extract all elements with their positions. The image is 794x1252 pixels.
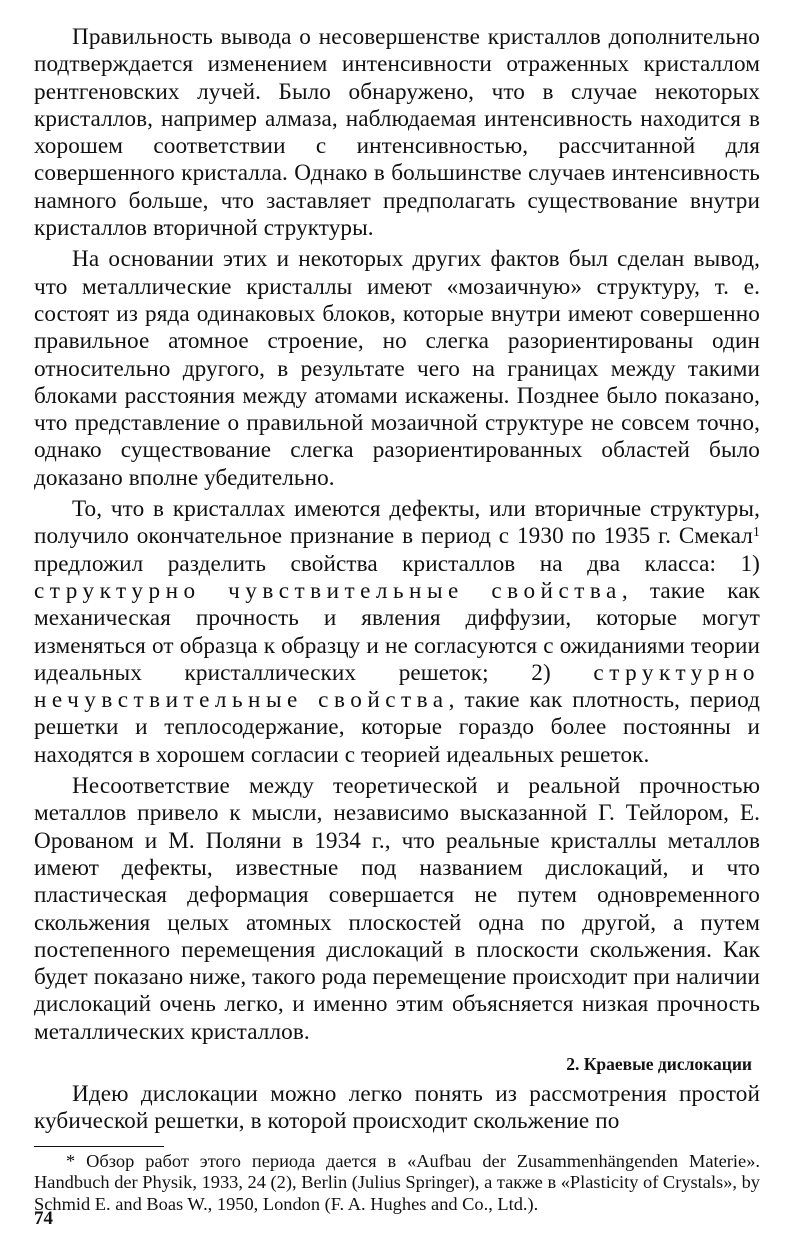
footnote-divider bbox=[34, 1146, 164, 1147]
spaced-term-2: структурно нечувствительные свойства bbox=[34, 659, 760, 714]
paragraph-3-text-1: То, что в кристаллах имеются дефекты, или вторичные структуры, получило окончательное признание в период с 1930 по 1935 г. Смекал bbox=[34, 496, 760, 550]
spaced-term-1: структурно чувствительные свойства bbox=[34, 577, 622, 604]
paragraph-5: Идею дислокации можно легко понять из рассмотрения простой кубической решетки, в которой происходит скольжение по bbox=[34, 1080, 760, 1135]
page-number: 74 bbox=[34, 1208, 53, 1229]
page-body bbox=[34, 24, 760, 1215]
paragraph-2: На основании этих и некоторых других фактов был сделан вывод, что металлические кристаллы имеют «мозаичную» структуру, т. е. состоят из ряда одинаковых блоков, которые внутри имеют совершенно правильное атомное строение, но слегка разориентированы один относительно другого, в результате чего на границах между такими блоками расстояния между атомами искажены. Позднее было показано, что представление о правильной мозаичной структуре не совсем точно, однако существование слегка разориентированных областей было доказано вполне убедительно. bbox=[34, 246, 760, 491]
paragraph-3 bbox=[34, 496, 760, 769]
footnote-marker: 1 bbox=[752, 525, 760, 541]
paragraph-4: Несоответствие между теоретической и реальной прочностью металлов привело к мысли, независимо высказанной Г. Тейлором, Е. Орованом и М. Поляни в 1934 г., что реальные кристаллы металлов имеют дефекты, известные под названием дислокаций, и что пластическая деформация совершается не путем одновременного скольжения целых атомных плоскостей одна по другой, а путем постепенного перемещения дислокаций в плоскости скольжения. Как будет показано ниже, такого рода перемещение происходит при наличии дислокаций очень легко, и именно этим объясняется низкая прочность металлических кристаллов. bbox=[34, 773, 760, 1045]
paragraph-1: Правильность вывода о несовершенстве кристаллов дополнительно подтверждается изменением интенсивности отраженных кристаллом рентгеновских лучей. Было обнаружено, что в случае некоторых кристаллов, например алмаза, наблюдаемая интенсивность находится в хорошем соответствии с интенсивностью, рассчитанной для совершенного кристалла. Однако в большинстве случаев интенсивность намного больше, что заставляет предполагать существование внутри кристаллов вторичной структуры. bbox=[34, 24, 760, 242]
paragraph-3-text-3: , такие как механическая прочность и явления диффузии, которые могут изменяться от образца к образцу и не согласуются с ожиданиями теории идеальных кристаллических решеток; 2) bbox=[34, 577, 760, 686]
section-heading: 2. Краевые дислокации bbox=[566, 1053, 752, 1074]
paragraph-3-text-4: , такие как плотность, период решетки и теплосодержание, которые гораздо более постоянны и находятся в хорошем согласии с теорией идеальных решеток. bbox=[34, 687, 760, 768]
footnote: * Обзор работ этого периода дается в «Aufbau der Zusammenhängenden Materie». Handbuch der Physik, 1933, 24 (2), Berlin (Julius Springer), а также в «Plasticity of Crystals», by Schmid E. and Boas W., 1950, London (F. A. Hughes and Co., Ltd.). bbox=[34, 1150, 760, 1214]
paragraph-3-text-2: предложил разделить свойства кристаллов на два класса: 1) bbox=[34, 550, 760, 577]
